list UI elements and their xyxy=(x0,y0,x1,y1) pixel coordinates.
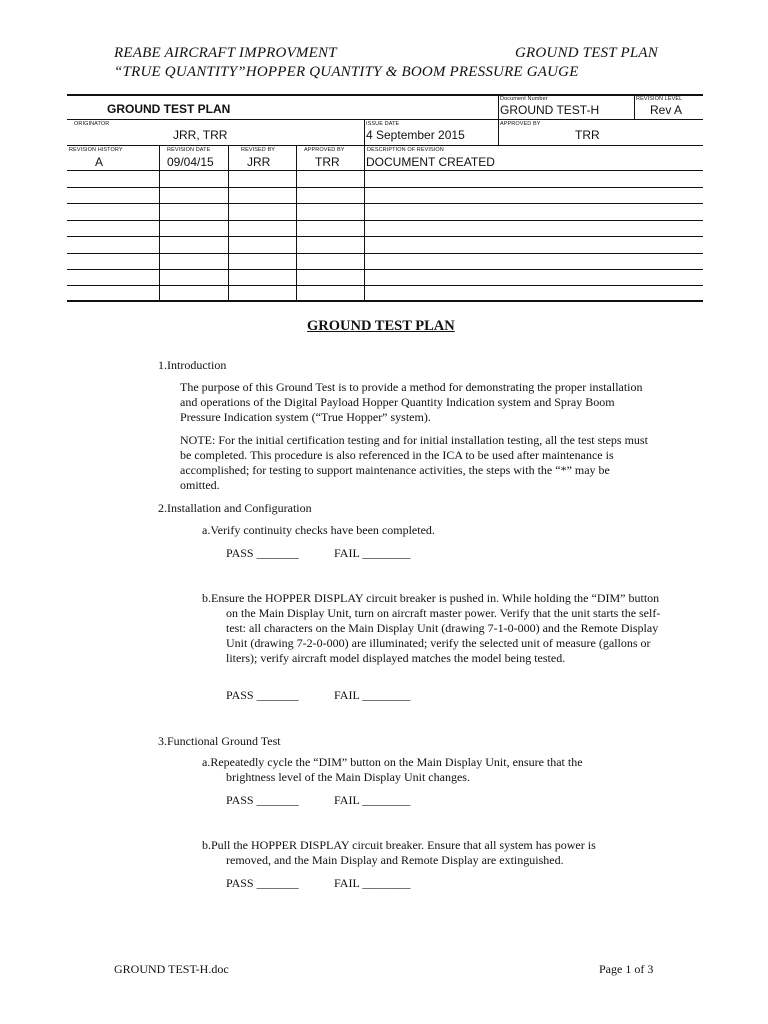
section-heading: 2.Installation and Configuration xyxy=(158,501,312,515)
section-heading: 1.Introduction xyxy=(158,358,227,372)
paragraph: The purpose of this Ground Test is to provide a method for demonstrating the proper installation and operations of the Digital Payload Hopper Quantity Indication system and Spray Boom Pressure Indication system (“True Hopper” system). xyxy=(180,380,643,424)
revision-letter: A xyxy=(95,155,104,169)
step: a.Verify continuity checks have been completed. xyxy=(202,523,435,537)
column-header: APPROVED BY xyxy=(304,147,345,153)
row-line xyxy=(67,236,703,237)
approved-by-label: APPROVED BY xyxy=(500,121,541,127)
originator: JRR, TRR xyxy=(173,128,228,142)
section-heading: 3.Functional Ground Test xyxy=(158,734,281,748)
column-header: REVISION DATE xyxy=(167,147,211,153)
originator-label: ORIGINATOR xyxy=(74,121,110,127)
row-line xyxy=(67,203,703,204)
document-number-label: Document Number xyxy=(500,96,548,102)
revision-description: DOCUMENT CREATED xyxy=(366,155,495,169)
rule-top xyxy=(67,94,703,96)
company-name: REABE AIRCRAFT IMPROVMENT xyxy=(114,45,337,61)
approved-by: TRR xyxy=(575,128,600,142)
fail-field[interactable]: FAIL ________ xyxy=(334,793,411,807)
row-line xyxy=(67,220,703,221)
column-divider xyxy=(364,145,365,301)
header-doc-type: GROUND TEST PLAN xyxy=(515,45,658,61)
pass-field[interactable]: PASS _______ xyxy=(226,793,299,807)
divider xyxy=(364,119,365,145)
revision-date: 09/04/15 xyxy=(167,155,214,169)
rule xyxy=(67,145,703,146)
column-divider xyxy=(159,145,160,301)
rule xyxy=(67,119,703,120)
step: b.Ensure the HOPPER DISPLAY circuit breaker is pushed in. While holding the “DIM” button on the Main Display Unit, turn on aircraft master power. Verify that the unit starts the self-test: all characters on the Main Display Unit (drawing 7-1-0-000) and the Remote Display Unit (drawing 7-2-0-000) are illuminated; verify the selected unit of measure (gallons or liters); verify aircraft model displayed matches the model being tested. xyxy=(202,591,661,665)
row-line xyxy=(67,170,703,171)
column-header: DESCRIPTION OF REVISION xyxy=(367,147,444,153)
divider xyxy=(498,94,499,145)
revision-level: Rev A xyxy=(650,103,683,117)
step: a.Repeatedly cycle the “DIM” button on the Main Display Unit, ensure that the brightness level of the Main Display Unit changes. xyxy=(202,755,583,784)
issue-date-label: ISSUE DATE xyxy=(366,121,400,127)
pass-field[interactable]: PASS _______ xyxy=(226,546,299,560)
revision-approved-by: TRR xyxy=(315,155,340,169)
row-line xyxy=(67,285,703,286)
pass-field[interactable]: PASS _______ xyxy=(226,876,299,890)
document-number: GROUND TEST-H xyxy=(500,103,600,117)
column-divider xyxy=(296,145,297,301)
fail-field[interactable]: FAIL ________ xyxy=(334,876,411,890)
row-line xyxy=(67,187,703,188)
revised-by: JRR xyxy=(247,155,271,169)
page-number: Page 1 of 3 xyxy=(599,962,654,976)
row-line xyxy=(67,253,703,254)
step: b.Pull the HOPPER DISPLAY circuit breaker. Ensure that all system has power is removed, and the Main Display and Remote Display are extinguished. xyxy=(202,838,596,867)
page-title: GROUND TEST PLAN xyxy=(307,318,455,334)
fail-field[interactable]: FAIL ________ xyxy=(334,546,411,560)
pass-field[interactable]: PASS _______ xyxy=(226,688,299,702)
column-divider xyxy=(228,145,229,301)
issue-date: 4 September 2015 xyxy=(366,128,465,142)
rule-bottom xyxy=(67,300,703,302)
row-line xyxy=(67,269,703,270)
title-block-title: GROUND TEST PLAN xyxy=(107,102,231,116)
fail-field[interactable]: FAIL ________ xyxy=(334,688,411,702)
header-subtitle: “TRUE QUANTITY”HOPPER QUANTITY & BOOM PRESSURE GAUGE xyxy=(114,64,579,80)
footer-filename: GROUND TEST-H.doc xyxy=(114,962,229,976)
revision-level-label: REVISION LEVEL xyxy=(636,96,683,102)
divider xyxy=(634,94,635,120)
paragraph: NOTE: For the initial certification testing and for initial installation testing, all the test steps must be completed. This procedure is also referenced in the ICA to be used after maintenance is accomplished; for testing to support maintenance activities, the steps with the “*” may be omitted. xyxy=(180,433,648,492)
column-header: REVISED BY xyxy=(241,147,276,153)
column-header: REVISION HISTORY xyxy=(69,147,123,153)
